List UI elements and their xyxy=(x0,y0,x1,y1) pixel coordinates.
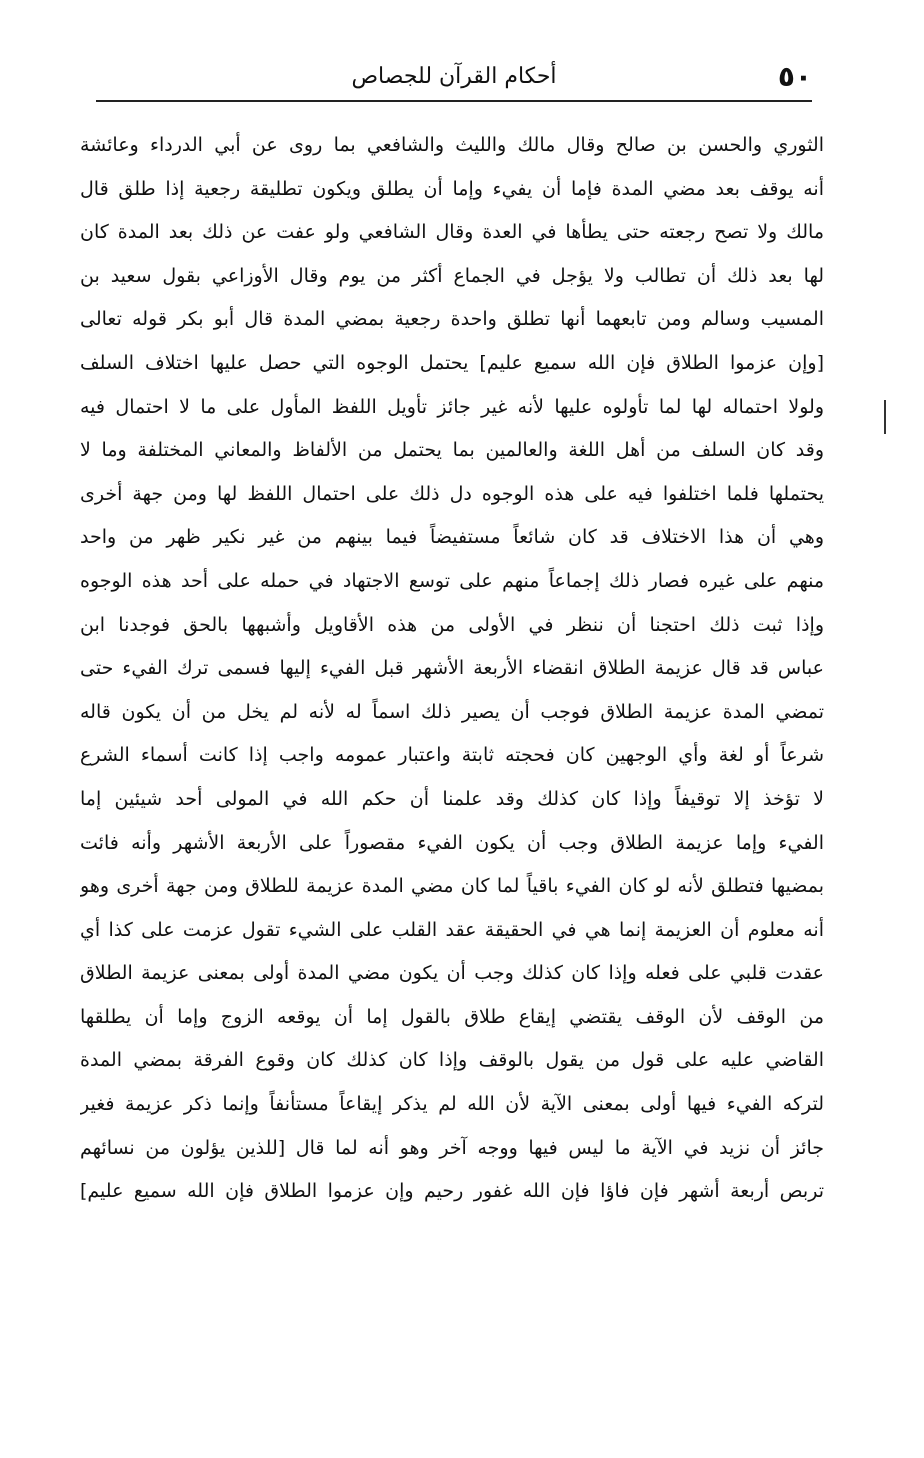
text-line: عباس قد قال عزيمة الطلاق انقضاء الأربعة الأشهر قبل الفيء إليها فسمى ترك الفيء حتى xyxy=(80,657,824,680)
text-line: أنه يوقف بعد مضي المدة فإما أن يفيء وإما أن يطلق ويكون تطليقة رجعية إذا طلق قال xyxy=(80,177,824,200)
page-number: ٥٠ xyxy=(777,60,812,93)
text-line: عقدت قلبي على فعله وإذا كان كذلك وجب أن يكون مضي المدة أولى بمعنى عزيمة الطلاق xyxy=(80,962,824,985)
header-rule xyxy=(96,100,812,102)
text-line: مالك ولا تصح رجعته حتى يطأها في العدة وقال الشافعي ولو عفت عن ذلك بعد المدة كان xyxy=(80,221,824,244)
text-line: بمضيها فتطلق لأنه لو كان الفيء باقياً لما كان مضي المدة عزيمة للطلاق ومن جهة أخرى وهو xyxy=(80,875,824,898)
margin-mark xyxy=(884,400,886,434)
text-line: من الوقف لأن الوقف يقتضي إيقاع طلاق بالقول إما أن يوقعه الزوج وإما أن يطلقها xyxy=(80,1005,824,1028)
text-line: منهم على غيره فصار ذلك إجماعاً منهم على توسع الاجتهاد في حمله على أحد هذه الوجوه xyxy=(80,569,824,592)
text-line: الثوري والحسن بن صالح وقال مالك والليث والشافعي بما روى عن أبي الدرداء وعائشة xyxy=(80,134,824,156)
text-line: القاضي عليه على قول من يقول بالوقف وإذا كان كذلك كان وقوع الفرقة بمضي المدة xyxy=(80,1049,824,1072)
text-line: ولولا احتماله لها لما تأولوه عليها لأنه غير جائز تأويل اللفظ المأول على ما لا احتمال فيه xyxy=(80,395,824,418)
text-line: تربص أربعة أشهر فإن فاؤا فإن الله غفور رحيم وإن عزموا الطلاق فإن الله سميع عليم] xyxy=(80,1180,824,1203)
text-line: لتركه الفيء فيها أولى بمعنى الآية لأن الله لم يذكر إيقاعاً مستأنفاً وإنما ذكر عزيمة فغير xyxy=(80,1093,824,1116)
text-line: وهي أن هذا الاختلاف قد كان شائعاً مستفيضاً فيما بينهم من غير نكير ظهر من واحد xyxy=(80,526,824,549)
text-line: وقد كان السلف من أهل اللغة والعالمين بما يحتمل من الألفاظ والمعاني المختلفة وما لا xyxy=(80,439,824,462)
text-line: شرعاً أو لغة وأي الوجهين كان فحجته ثابتة واعتبار عمومه واجب إذا كانت أسماء الشرع xyxy=(80,744,824,767)
text-line: جائز أن نزيد في الآية ما ليس فيها ووجه آخر وهو أنه لما قال [للذين يؤلون من نسائهم xyxy=(80,1136,824,1159)
text-line: لا تؤخذ إلا توقيفاً وإذا كان كذلك وقد علمنا أن حكم الله في المولى أحد شيئين إما xyxy=(80,787,824,810)
page-header xyxy=(96,55,812,99)
text-line: لها بعد ذلك أن تطالب ولا يؤجل في الجماع أكثر من يوم وقال الأوزاعي بقول سعيد بن xyxy=(80,264,824,287)
text-line: الفيء وإما عزيمة الطلاق وجب أن يكون الفيء مقصوراً على الأربعة الأشهر وأنه فائت xyxy=(80,831,824,854)
body-text xyxy=(80,124,824,1214)
text-line: وإذا ثبت ذلك احتجنا أن ننظر في الأولى من هذه الأقاويل وأشبهها بالحق فوجدنا ابن xyxy=(80,613,824,636)
text-line: تمضي المدة عزيمة الطلاق فوجب أن يصير ذلك اسماً له لأنه لم يخل من أن يكون قاله xyxy=(80,700,824,723)
running-title: أحكام القرآن للجصاص xyxy=(351,64,557,89)
text-line: المسيب وسالم ومن تابعهما أنها تطلق واحدة رجعية بمضي المدة قال أبو بكر قوله تعالى xyxy=(80,308,824,331)
text-line: أنه معلوم أن العزيمة إنما هي في الحقيقة عقد القلب على الشيء تقول عزمت على كذا أي xyxy=(80,918,824,941)
text-line: يحتملها فلما اختلفوا فيه على هذه الوجوه دل ذلك على احتمال اللفظ لها ومن جهة أخرى xyxy=(80,482,824,505)
text-line: [وإن عزموا الطلاق فإن الله سميع عليم] يحتمل الوجوه التي حصل عليها اختلاف السلف xyxy=(80,351,824,374)
